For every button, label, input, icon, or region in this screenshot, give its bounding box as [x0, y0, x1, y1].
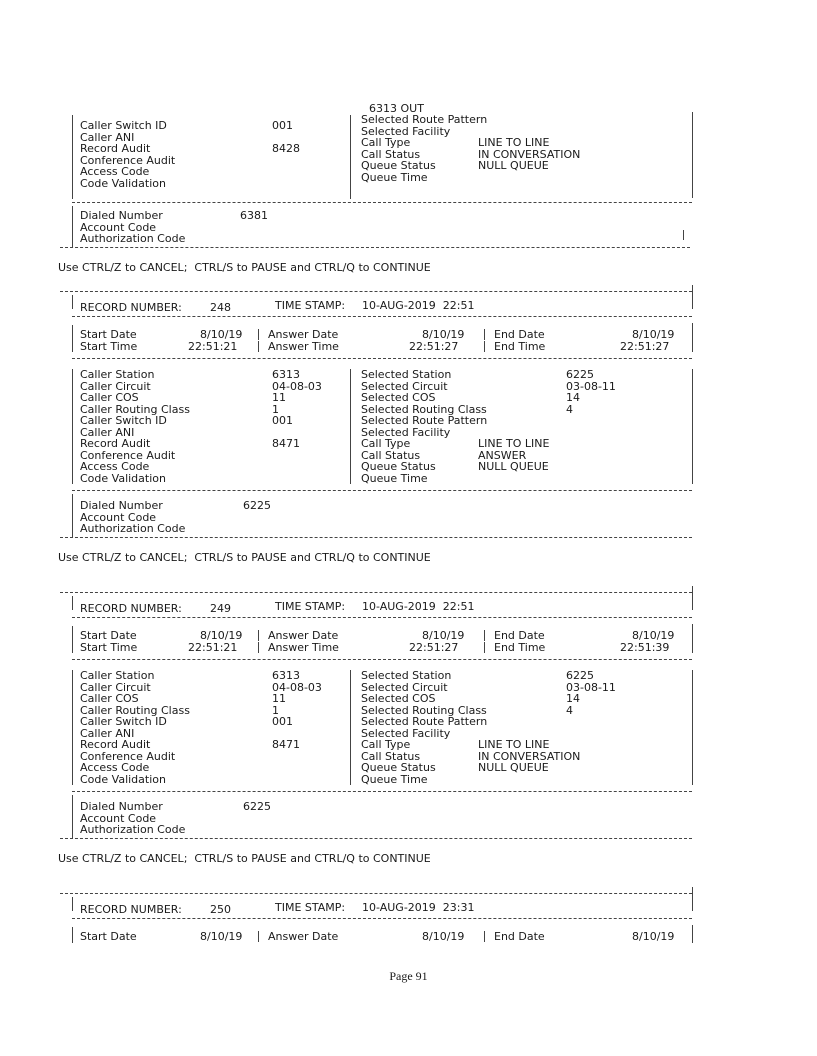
selected-field-value: 4: [566, 402, 573, 416]
selected-field-label: Selected Routing Class: [361, 402, 487, 416]
vertical-rule: [692, 642, 693, 653]
selected-field-value: LINE TO LINE: [478, 437, 550, 450]
dashed-rule: [72, 617, 692, 618]
selected-field-label: Queue Status: [361, 761, 436, 774]
end-date: 8/10/19: [632, 328, 675, 341]
caller-field-value: 1: [272, 402, 279, 416]
dialed-field-label: Authorization Code: [80, 232, 186, 245]
caller-field-value: 6313: [272, 669, 300, 682]
caller-field-label: Caller Circuit: [80, 379, 151, 393]
start-date: 8/10/19: [200, 629, 243, 642]
vertical-rule: [72, 596, 73, 610]
caller-field-label: Caller Switch ID: [80, 119, 167, 132]
dialed-field-label: Account Code: [80, 811, 157, 825]
time-stamp-label: TIME STAMP:: [275, 901, 346, 914]
dialed-field-label: Dialed Number: [80, 209, 163, 222]
vertical-rule: [258, 642, 259, 653]
caller-field-label: Caller COS: [80, 391, 139, 404]
vertical-rule: [484, 329, 485, 340]
caller-field-label: Record Audit: [80, 142, 151, 155]
dashed-rule: [72, 202, 692, 203]
caller-field-label: Code Validation: [80, 176, 166, 190]
caller-field-label: Record Audit: [80, 738, 151, 751]
caller-field-label: Access Code: [80, 165, 150, 178]
vertical-rule: [692, 670, 693, 785]
selected-field-value: 03-08-11: [566, 680, 616, 694]
answer-time: 22:51:27: [409, 640, 459, 654]
dialed-field-value: 6381: [240, 209, 268, 222]
selected-field-value: 6225: [566, 368, 594, 381]
vertical-rule: [683, 230, 684, 240]
vertical-rule: [72, 295, 73, 309]
vertical-rule: [692, 887, 693, 911]
caller-field-value: 001: [272, 414, 293, 427]
caller-field-label: Caller Routing Class: [80, 703, 190, 717]
caller-field-label: Access Code: [80, 761, 150, 774]
end-date-label: End Date: [494, 328, 545, 341]
selected-field-label: Queue Time: [361, 170, 428, 184]
time-stamp-label: TIME STAMP:: [275, 600, 346, 613]
selected-field-label: Selected Circuit: [361, 379, 448, 393]
time-stamp-value: 10-AUG-2019 22:51: [362, 299, 475, 312]
start-date-label: Start Date: [80, 328, 137, 341]
caller-field-value: 8471: [272, 738, 300, 751]
vertical-rule: [72, 642, 73, 653]
dashed-rule: [72, 918, 692, 919]
caller-field-value: 1: [272, 703, 279, 717]
start-time: 22:51:21: [188, 339, 238, 353]
selected-field-label: Queue Status: [361, 159, 436, 172]
selected-field-label: Queue Time: [361, 772, 428, 786]
time-stamp-label: TIME STAMP:: [275, 299, 346, 312]
vertical-rule: [72, 494, 73, 538]
start-time-label: Start Time: [80, 640, 138, 654]
end-date-label: End Date: [494, 629, 545, 642]
vertical-rule: [72, 325, 73, 341]
selected-field-label: Call Status: [361, 749, 421, 763]
vertical-rule: [484, 630, 485, 641]
prompt-line: Use CTRL/Z to CANCEL; CTRL/S to PAUSE and CTRL/Q to CONTINUE: [58, 852, 431, 865]
vertical-rule: [72, 927, 73, 943]
vertical-rule: [484, 931, 485, 942]
selected-field-label: Call Status: [361, 448, 421, 462]
record-number-label: RECORD NUMBER:: [80, 301, 182, 314]
answer-time: 22:51:27: [409, 339, 459, 353]
selected-field-value: LINE TO LINE: [478, 136, 550, 149]
selected-field-label: Selected Station: [361, 368, 452, 381]
dashed-rule: [72, 791, 692, 792]
start-date: 8/10/19: [200, 930, 243, 943]
vertical-rule: [350, 670, 351, 785]
vertical-rule: [692, 341, 693, 352]
answer-date-label: Answer Date: [268, 930, 339, 943]
caller-field-value: 04-08-03: [272, 680, 322, 694]
answer-date: 8/10/19: [422, 629, 465, 642]
vertical-rule: [484, 341, 485, 352]
caller-field-label: Conference Audit: [80, 448, 176, 462]
caller-field-value: 04-08-03: [272, 379, 322, 393]
selected-field-label: Selected Route Pattern: [361, 113, 488, 126]
answer-date-label: Answer Date: [268, 629, 339, 642]
vertical-rule: [72, 341, 73, 352]
selected-field-value: IN CONVERSATION: [478, 147, 581, 161]
selected-field-label: Selected Route Pattern: [361, 414, 488, 427]
vertical-rule: [484, 642, 485, 653]
vertical-rule: [72, 369, 73, 484]
caller-field-value: 11: [272, 391, 286, 404]
caller-field-label: Access Code: [80, 460, 150, 473]
prompt-line: Use CTRL/Z to CANCEL; CTRL/S to PAUSE and CTRL/Q to CONTINUE: [58, 551, 431, 564]
vertical-rule: [692, 285, 693, 309]
selected-field-label: Selected Facility: [361, 124, 451, 138]
dialed-field-label: Dialed Number: [80, 800, 163, 813]
vertical-rule: [350, 369, 351, 484]
time-stamp-value: 10-AUG-2019 22:51: [362, 600, 475, 613]
vertical-rule: [692, 323, 693, 341]
selected-field-label: Selected Station: [361, 669, 452, 682]
dialed-field-value: 6225: [243, 499, 271, 512]
selected-field-label: Selected Route Pattern: [361, 715, 488, 728]
end-time: 22:51:39: [620, 640, 670, 654]
caller-field-label: Code Validation: [80, 772, 166, 786]
caller-field-value: 001: [272, 715, 293, 728]
dialed-field-label: Authorization Code: [80, 522, 186, 535]
selected-field-value: NULL QUEUE: [478, 159, 549, 172]
selected-field-label: Selected Circuit: [361, 680, 448, 694]
dashed-rule: [60, 893, 692, 894]
caller-field-label: Caller Routing Class: [80, 402, 190, 416]
record-number: 248: [210, 301, 231, 314]
dialed-field-value: 6225: [243, 800, 271, 813]
selected-field-value: NULL QUEUE: [478, 761, 549, 774]
dialed-field-label: Account Code: [80, 220, 157, 234]
vertical-rule: [692, 369, 693, 484]
selected-field-label: Queue Status: [361, 460, 436, 473]
vertical-rule: [692, 624, 693, 642]
page-number: Page 91: [389, 969, 428, 983]
selected-field-value: 6225: [566, 669, 594, 682]
caller-field-label: Caller COS: [80, 692, 139, 705]
answer-date-label: Answer Date: [268, 328, 339, 341]
vertical-rule: [692, 586, 693, 610]
caller-field-label: Code Validation: [80, 471, 166, 485]
caller-field-label: Caller Station: [80, 669, 155, 682]
route-line: 6313 OUT: [369, 102, 424, 115]
record-number: 249: [210, 602, 231, 615]
end-date-label: End Date: [494, 930, 545, 943]
end-time-label: End Time: [494, 339, 546, 353]
selected-field-label: Selected Facility: [361, 726, 451, 740]
selected-field-label: Call Type: [361, 437, 411, 450]
start-date-label: Start Date: [80, 629, 137, 642]
start-date-label: Start Date: [80, 930, 137, 943]
vertical-rule: [692, 925, 693, 943]
caller-field-value: 001: [272, 119, 293, 132]
caller-field-label: Caller ANI: [80, 726, 135, 740]
dashed-rule: [72, 316, 692, 317]
start-date: 8/10/19: [200, 328, 243, 341]
dashed-rule: [60, 291, 692, 292]
end-time: 22:51:27: [620, 339, 670, 353]
selected-field-value: ANSWER: [478, 448, 527, 462]
selected-field-label: Selected COS: [361, 391, 436, 404]
caller-field-value: 6313: [272, 368, 300, 381]
vertical-rule: [258, 329, 259, 340]
caller-field-value: 11: [272, 692, 286, 705]
record-number: 250: [210, 903, 231, 916]
dashed-rule: [72, 358, 692, 359]
vertical-rule: [692, 112, 693, 198]
vertical-rule: [72, 206, 73, 248]
answer-time-label: Answer Time: [268, 339, 339, 353]
caller-field-label: Caller ANI: [80, 425, 135, 439]
selected-field-value: 03-08-11: [566, 379, 616, 393]
selected-field-label: Call Type: [361, 136, 411, 149]
vertical-rule: [72, 897, 73, 911]
dashed-rule: [60, 247, 690, 248]
answer-date: 8/10/19: [422, 328, 465, 341]
dialed-field-label: Authorization Code: [80, 823, 186, 836]
time-stamp-value: 10-AUG-2019 23:31: [362, 901, 475, 914]
dashed-rule: [60, 592, 692, 593]
caller-field-label: Record Audit: [80, 437, 151, 450]
selected-field-label: Selected Routing Class: [361, 703, 487, 717]
selected-field-label: Queue Time: [361, 471, 428, 485]
caller-field-label: Conference Audit: [80, 153, 176, 167]
selected-field-label: Call Status: [361, 147, 421, 161]
selected-field-value: NULL QUEUE: [478, 460, 549, 473]
selected-field-label: Selected COS: [361, 692, 436, 705]
caller-field-label: Conference Audit: [80, 749, 176, 763]
end-date: 8/10/19: [632, 629, 675, 642]
vertical-rule: [258, 630, 259, 641]
vertical-rule: [258, 341, 259, 352]
vertical-rule: [72, 115, 73, 199]
selected-field-value: IN CONVERSATION: [478, 749, 581, 763]
caller-field-value: 8428: [272, 142, 300, 155]
selected-field-value: LINE TO LINE: [478, 738, 550, 751]
start-time-label: Start Time: [80, 339, 138, 353]
caller-field-value: 8471: [272, 437, 300, 450]
vertical-rule: [258, 931, 259, 942]
selected-field-label: Selected Facility: [361, 425, 451, 439]
caller-field-label: Caller Circuit: [80, 680, 151, 694]
end-time-label: End Time: [494, 640, 546, 654]
answer-time-label: Answer Time: [268, 640, 339, 654]
answer-date: 8/10/19: [422, 930, 465, 943]
caller-field-label: Caller Switch ID: [80, 414, 167, 427]
dashed-rule: [60, 537, 692, 538]
caller-field-label: Caller Switch ID: [80, 715, 167, 728]
vertical-rule: [350, 115, 351, 199]
dialed-field-label: Account Code: [80, 510, 157, 524]
dashed-rule: [72, 659, 692, 660]
record-number-label: RECORD NUMBER:: [80, 903, 182, 916]
vertical-rule: [72, 626, 73, 642]
caller-field-label: Caller ANI: [80, 130, 135, 144]
vertical-rule: [72, 795, 73, 839]
dialed-field-label: Dialed Number: [80, 499, 163, 512]
vertical-rule: [72, 670, 73, 785]
selected-field-value: 14: [566, 692, 580, 705]
end-date: 8/10/19: [632, 930, 675, 943]
dashed-rule: [72, 490, 692, 491]
selected-field-value: 14: [566, 391, 580, 404]
dashed-rule: [60, 838, 692, 839]
start-time: 22:51:21: [188, 640, 238, 654]
record-number-label: RECORD NUMBER:: [80, 602, 182, 615]
prompt-line: Use CTRL/Z to CANCEL; CTRL/S to PAUSE and CTRL/Q to CONTINUE: [58, 261, 431, 274]
selected-field-value: 4: [566, 703, 573, 717]
selected-field-label: Call Type: [361, 738, 411, 751]
caller-field-label: Caller Station: [80, 368, 155, 381]
